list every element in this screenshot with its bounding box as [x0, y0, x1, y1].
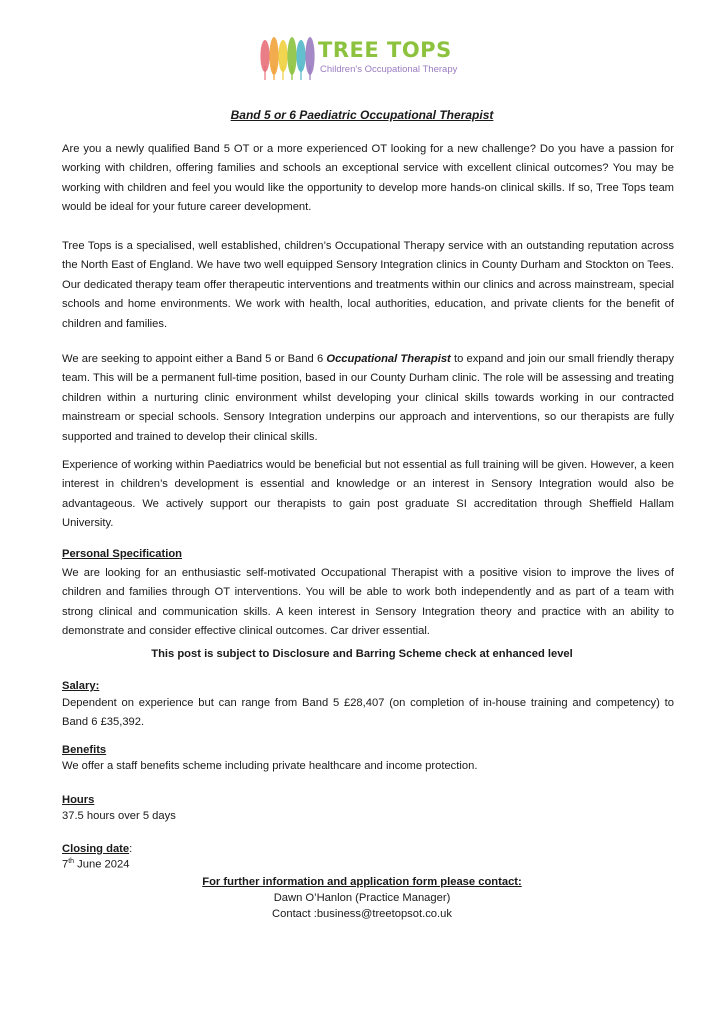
closing-date-label: Closing date	[62, 843, 130, 855]
seeking-paragraph	[62, 350, 674, 447]
about-paragraph: Tree Tops is a specialised, well established, children’s Occupational Therapy service with an outstanding reputation across the North East of England. We have two well equipped Sensory Integration clinics in County Durham and Stockton on Tees. Our dedicated therapy team offer therapeutic interventions and treatments within our clinics and across mainstream, special schools and home environments. We work with health, local authorities, education, and private clients for the benefit of children and families.	[62, 240, 674, 330]
benefits-text: We offer a staff benefits scheme including private healthcare and income protection.	[62, 760, 478, 772]
closing-date-heading	[62, 843, 132, 855]
role-emphasis: Occupational Therapist	[326, 353, 451, 365]
logo-tagline: Children's Occupational Therapy	[320, 64, 458, 75]
contact-email[interactable]: Contact :business@treetopsot.co.uk	[272, 908, 452, 920]
tree-tops-logo	[260, 36, 480, 82]
tree-trunk	[300, 66, 301, 80]
salary-heading: Salary:	[62, 680, 100, 692]
personal-spec-heading: Personal Specification	[62, 548, 182, 560]
personal-spec-text: We are looking for an enthusiastic self-motivated Occupational Therapist with a positive vision to improve the lives of children and families through OT interventions. You will be able to work both independently and as part of a team with strong clinical and communication skills. A keen interest in Sensory Integration theory and practice with an ability to demonstrate and consider effective clinical outcomes. Car driver essential.	[62, 567, 674, 638]
logo-title: TREE TOPS	[318, 38, 452, 62]
closing-month-year: June 2024	[74, 858, 130, 871]
contact-name: Dawn O’Hanlon (Practice Manager)	[273, 892, 451, 904]
intro-paragraph: Are you a newly qualified Band 5 OT or a more experienced OT looking for a new challenge? Do you have a passion for working with children, offering families and schools an exceptional service with excellent clinical outcomes? You may be working with children and feel you would like the opportunity to develop more hands-on clinical skills. If so, Tree Tops team would be ideal for your future career development.	[62, 143, 674, 214]
closing-date-colon: :	[129, 843, 133, 855]
experience-paragraph: Experience of working within Paediatrics would be beneficial but not essential as full training will be given. However, a keen interest in children’s development is essential and knowledge or an interest in Sensory Integration would also be advantageous. We actively support our therapists to gain post graduate SI accreditation through Sheffield Hallam University.	[62, 459, 674, 530]
contact-heading: For further information and application form please contact:	[202, 876, 522, 888]
seeking-text-end: to expand and join our small friendly therapy team. This will be a permanent full-time position, based in our County Durham clinic. The role will be assessing and treating children within a nurturing clinic environment whilst developing your clinical skills towards working in our contracted mainstream or special schools. Sensory Integration underpins our approach and interventions, so our therapists are fully supported and trained to develop their clinical skills.	[62, 353, 674, 443]
benefits-heading: Benefits	[62, 744, 107, 756]
closing-day: 7	[62, 858, 69, 871]
seeking-text-start: We are seeking to appoint either a Band 5 or Band 6	[62, 353, 327, 365]
closing-day-suffix: th	[68, 858, 75, 865]
dbs-notice: This post is subject to Disclosure and Barring Scheme check at enhanced level	[151, 648, 573, 660]
trees-icon	[260, 36, 316, 82]
hours-heading: Hours	[62, 794, 95, 806]
tree-trunk	[273, 66, 274, 80]
page-title: Band 5 or 6 Paediatric Occupational Therapist	[230, 108, 494, 122]
closing-date-value	[62, 858, 129, 871]
hours-text: 37.5 hours over 5 days	[62, 810, 176, 822]
tree-trunk	[264, 66, 265, 80]
salary-text: Dependent on experience but can range from Band 5 £28,407 (on completion of in-house training and competency) to Band 6 £35,392.	[62, 697, 674, 729]
tree-trunk	[309, 66, 310, 80]
tree-trunk	[282, 66, 283, 80]
tree-trunk	[291, 66, 292, 80]
